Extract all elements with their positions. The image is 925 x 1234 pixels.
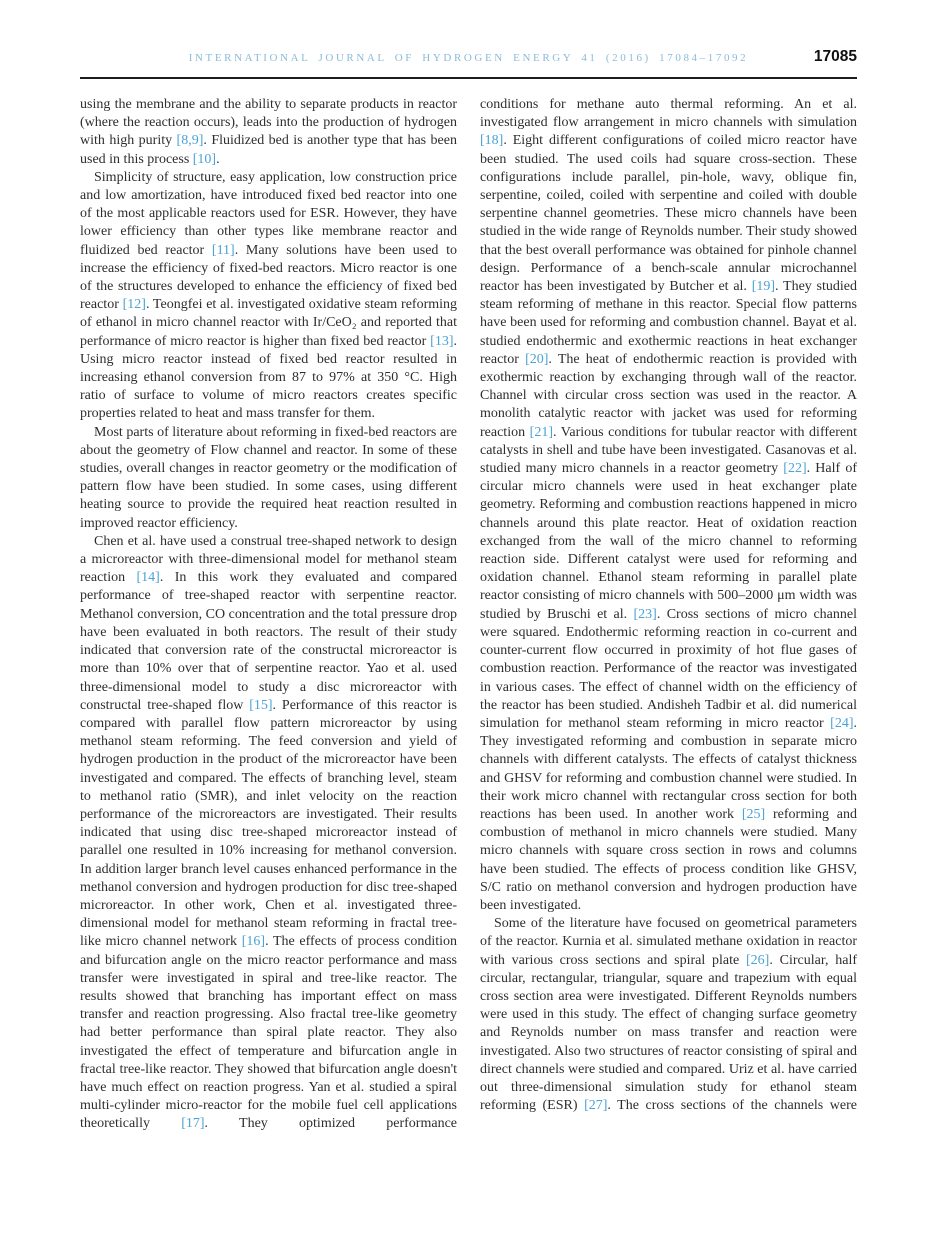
paragraph: Some of the literature have focused on geometrical parameters of the reactor. Kurnia et al. simulated methane oxidation in reactor with various cross sections and spiral plate [26]. Circular, half circular, rectangular, triangular, square and trapezium with equal cross section area were investigated. Different Reynolds numbers were used in this study. The effect of changing surface geometry and Reynolds number on mass transfer and reaction were investigated. Also two structures of reactor consisting of spiral and direct channels were studied and compared. Uriz et al. have carried out three-dimensional simulation study for ethanol steam reforming (ESR) [27]. The cross sections of the channels were	[480, 916, 857, 1114]
article-body	[80, 96, 857, 1134]
citation-link[interactable]: [24]	[830, 715, 854, 731]
citation-link[interactable]: [10]	[192, 151, 217, 167]
citation-link[interactable]: [11]	[211, 242, 235, 258]
citation-link[interactable]: [8,9]	[176, 133, 204, 149]
citation-link[interactable]: [20]	[525, 351, 549, 367]
citation-link[interactable]: [15]	[249, 697, 273, 713]
citation-link[interactable]: [25]	[741, 806, 766, 822]
citation-link[interactable]: [12]	[122, 297, 146, 313]
right-column	[480, 96, 857, 1134]
paragraph: using the membrane and the ability to separate products in reactor (where the reaction occurs), leads into the production of hydrogen with high purity [8,9]. Fluidized bed is another type that has been used in this process [10].	[80, 97, 457, 167]
citation-link[interactable]: [27]	[584, 1098, 608, 1114]
running-head-journal-title: INTERNATIONAL JOURNAL OF HYDROGEN ENERGY 41 (2016) 17084–17092	[188, 52, 749, 64]
citation-link[interactable]: [13]	[430, 333, 454, 349]
citation-link[interactable]: [19]	[751, 279, 776, 295]
citation-link[interactable]: [26]	[746, 952, 770, 968]
header-rule	[80, 77, 857, 79]
citation-link[interactable]: [18]	[480, 133, 504, 149]
left-column	[80, 96, 457, 1134]
paragraph: Simplicity of structure, easy application, low construction price and low amortization, have introduced fixed bed reactor into one of the most applicable reactors used for ESR. However, they have lower efficiency than other types like membrane reactor and fluidized bed reactor [11]. Many solutions have been used to increase the efficiency of fixed-bed reactors. Micro reactor is one of the structures developed to enhance the efficiency of fixed bed reactor [12]. Teongfei et al. investigated oxidative steam reforming of ethanol in micro channel reactor with Ir/CeO₂ and reported that performance of micro reactor is higher than fixed bed reactor [13]. Using micro reactor instead of fixed bed reactor resulted in increasing ethanol conversion from 87 to 97% at 350 °C. High ratio of surface to volume of micro reactors creates specific properties related to heat and mass transfer for them.	[80, 169, 458, 422]
citation-link[interactable]: [16]	[241, 934, 266, 950]
citation-link[interactable]: [14]	[136, 570, 160, 586]
citation-link[interactable]: [17]	[181, 1116, 205, 1132]
citation-link[interactable]: [21]	[529, 424, 553, 440]
paragraph: conditions for methane auto thermal reforming. An et al. investigated flow arrangement in micro channels with simulation [18]. Eight different configurations of coiled micro reactor have been studied. The used coils had square cross-section. These configurations include parallel, pin-hole, wavy, oblique fin, serpentine, coiled, coiled with serpentine and coiled with double serpentine channel geometries. These micro channels have been studied in the wide range of Reynolds number. Their study showed that the best overall performance was obtained for pinhole channel design. Performance of a bench-scale annular microchannel reactor has been investigated by Butcher et al. [19]. They studied steam reforming of methane in this reactor. Special flow patterns have been used for reforming and combustion channel. Bayat et al. studied endothermic and exothermic reactions in heat exchanger reactor [20]. The heat of endothermic reaction is provided with exothermic reaction by exchanging through wall of the reactor. Channel with circular cross section was used in the reactor. A monolith catalytic reactor with jacket was used for reforming reaction [21]. Various conditions for tubular reactor with different catalysts in shell and tube have been investigated. Casanovas et al. studied many micro channels in a reactor geometry [22]. Half of circular micro channels were used in heat exchanger plate geometry. Reforming and combustion reactions happened in micro channels around this plate reactor. Heat of oxidation reaction exchanged from the wall of the micro channel to reforming reaction side. Different catalyst were used for reforming and oxidation channel. Ethanol steam reforming in parallel plate reactor consisting of micro channels with 500–2000 μm width was studied by Bruschi et al. [23]. Cross sections of micro channel were squared. Endothermic reforming reaction in co-current and counter-current flow occurred in proximity of hot flue gases of combustion reaction. Performance of the reactor was investigated in various cases. The effect of channel width on the efficiency of the reactor has been studied. Andisheh Tadbir et al. did numerical simulation for methanol steam reforming in micro reactor [24]. They investigated reforming and combustion in separate micro channels with different catalysts. The effects of catalyst thickness and GHSV for reforming and combustion channel were studied. In their work micro channel with rectangular cross section for both reactions has been used. In another work [25] reforming and combustion of methanol in micro channels were studied. Many micro channels with square cross section in rows and columns have been studied. The effects of process condition like GHSV, S/C ratio on methanol conversion and hydrogen production have been investigated.	[480, 97, 858, 913]
paragraph: Most parts of literature about reforming in fixed-bed reactors are about the geometry of Flow channel and reactor. In some of these studies, overall changes in reactor geometry or the modification of pattern flow have been studied. In some cases, using different heating source to provide the required heat reaction resulted in improved reactor efficiency.	[80, 424, 457, 531]
page-header	[80, 48, 857, 74]
page-number: 17085	[813, 48, 857, 65]
paragraph: Chen et al. have used a construal tree-shaped network to design a microreactor with three-dimensional model for methanol steam reaction [14]. In this work they evaluated and compared performance of tree-shaped reactor with serpentine reactor. Methanol conversion, CO concentration and the total pressure drop have been evaluated in both reactors. The result of their study indicated that conversion rate of the constructal microreactor is more than 10% over that of serpentine reactor. Yao et al. used three-dimensional model to study a disc microreactor with constructal tree-shaped flow [15]. Performance of this reactor is compared with parallel flow pattern microreactor by using methanol steam reforming. The feed conversion and yield of hydrogen production in the product of the microreactor have been investigated and compared. The effects of branching level, steam to methanol ratio (SMR), and inlet velocity on the reaction performance of the microreactors are investigated. Their results indicated that using disc tree-shaped microreactor instead of parallel one resulted in 10% increasing for methanol conversion. In addition larger branch level causes enhanced performance in the methanol conversion and hydrogen production for disc tree-shaped microreactor. In other work, Chen et al. investigated three-dimensional model for methanol steam reforming in fractal tree-like micro channel network [16]. The effects of process condition and bifurcation angle on the micro reactor performance and mass transfer were investigated in spiral and tree-like reactor. The results showed that branching has important effect on mass transfer and reaction progressing. Also fractal tree-like geometry had better performance than spiral plate reactor. They also investigated the effect of temperature and bifurcation angle in fractal tree-like reactor. They showed that bifurcation angle doesn't have much effect on reaction progress. Yan et al. studied a spiral multi-cylinder micro-reactor for the mobile fuel cell applications theoretically [17]. They optimized performance	[80, 533, 458, 1132]
citation-link[interactable]: [22]	[783, 461, 807, 477]
citation-link[interactable]: [23]	[633, 606, 657, 622]
